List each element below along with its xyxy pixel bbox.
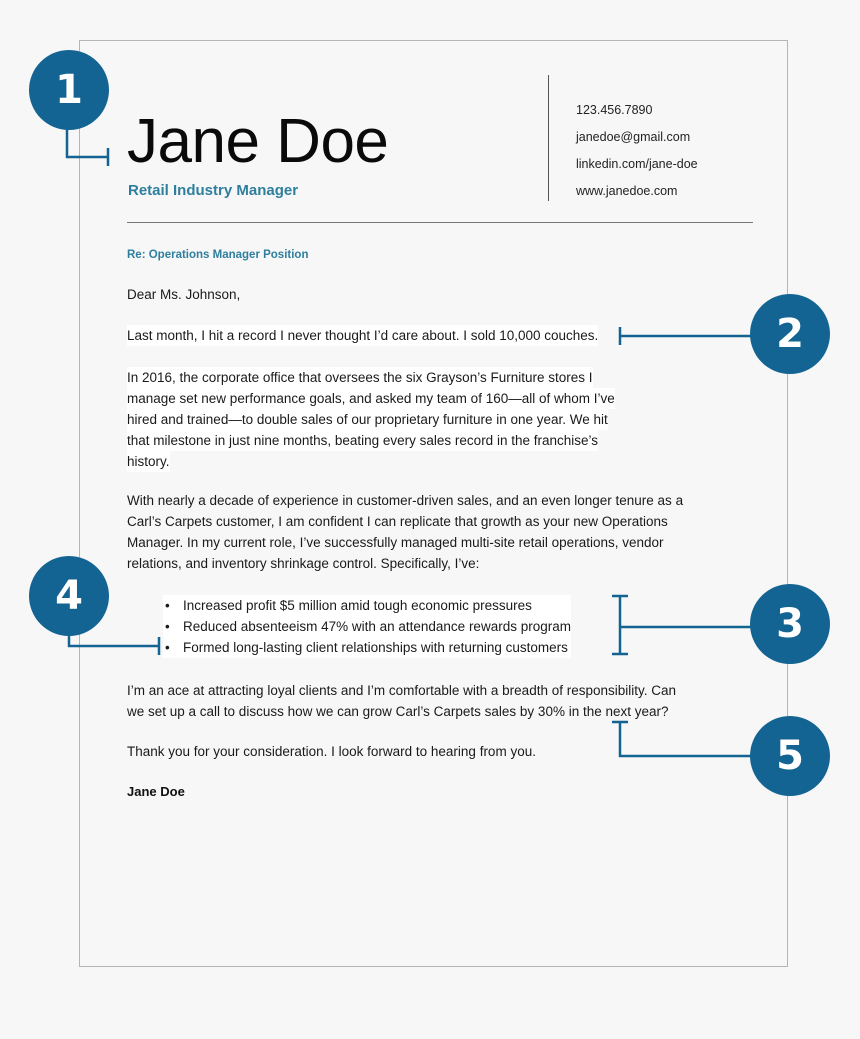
contact-email: janedoe@gmail.com: [576, 130, 691, 144]
experience-paragraph: With nearly a decade of experience in customer-driven sales, and an even longer tenure as a Carl’s Carpets customer, I am confident I can replicate that growth as your new Operations Manager. In my current role, I’ve successfully managed multi-site retail operations, vendor relations, and inventory shrinkage control. Specifically, I’ve:: [127, 493, 684, 571]
callout-badge: 5: [750, 716, 830, 796]
list-item: • Formed long-lasting client relationships with returning customers: [163, 637, 571, 658]
story-line: In 2016, the corporate office that oversees the six Grayson’s Furniture stores I: [127, 367, 593, 388]
closing-paragraph: I’m an ace at attracting loyal clients and I’m comfortable with a breadth of responsibility. Can we set up a call to discuss how we can grow Carl’s Carpets sales by 30% in the next year?: [127, 683, 677, 719]
callout-badge: 2: [750, 294, 830, 374]
thanks-paragraph: Thank you for your consideration. I look forward to hearing from you.: [127, 744, 536, 759]
salutation: Dear Ms. Johnson,: [127, 287, 241, 302]
list-item: • Reduced absenteeism 47% with an attendance rewards program: [163, 616, 571, 637]
story-line: that milestone in just nine months, beating every sales record in the franchise’s: [127, 430, 598, 451]
list-item: • Increased profit $5 million amid tough economic pressures: [163, 595, 571, 616]
contact-phone: 123.456.7890: [576, 103, 653, 117]
contact-website: www.janedoe.com: [576, 184, 678, 198]
story-line: manage set new performance goals, and asked my team of 160—all of whom I’ve: [127, 388, 615, 409]
story-line: hired and trained—to double sales of our proprietary furniture in one year. We hit: [127, 409, 608, 430]
callout-badge: 1: [29, 50, 109, 130]
signature: Jane Doe: [127, 784, 185, 799]
subject-line: Re: Operations Manager Position: [127, 249, 309, 261]
contact-linkedin: linkedin.com/jane-doe: [576, 157, 698, 171]
hook-paragraph: Last month, I hit a record I never thought I’d care about. I sold 10,000 couches.: [127, 325, 598, 346]
callout-badge: 3: [750, 584, 830, 664]
applicant-name: Jane Doe: [127, 107, 389, 176]
callout-badge: 4: [29, 556, 109, 636]
story-line: history.: [127, 451, 170, 472]
applicant-role: Retail Industry Manager: [128, 182, 299, 199]
